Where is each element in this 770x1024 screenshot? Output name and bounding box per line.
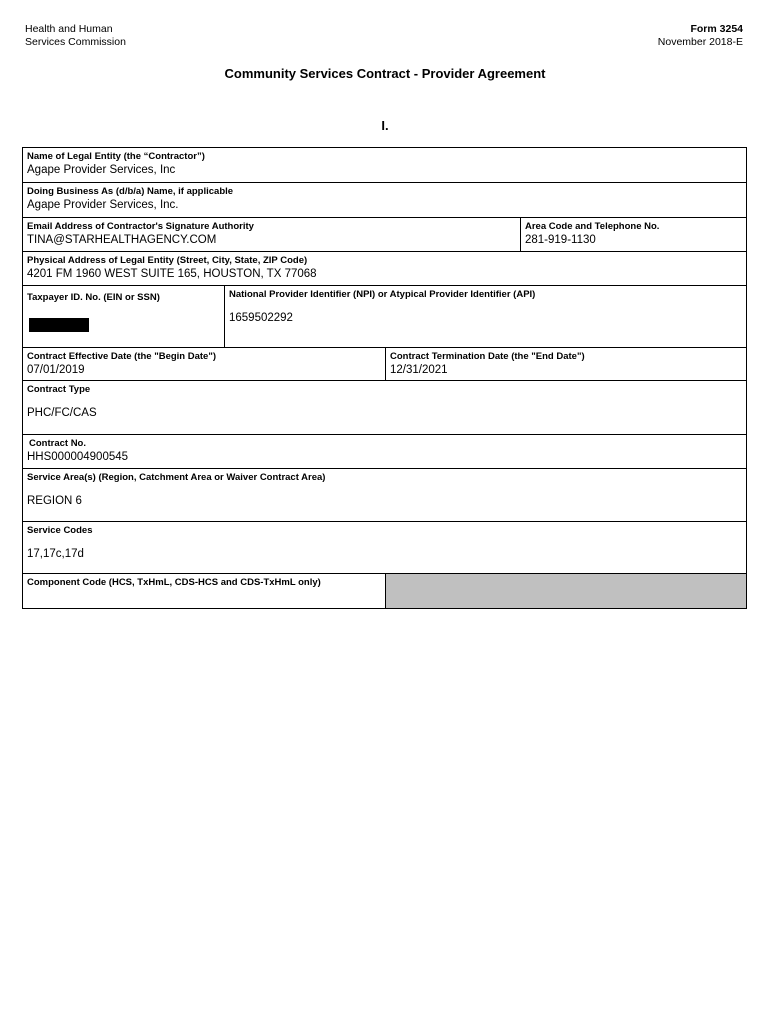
begin-date-value: 07/01/2019 xyxy=(27,364,85,376)
row-email-phone xyxy=(22,218,747,252)
phone-label: Area Code and Telephone No. xyxy=(525,221,660,232)
dba-field[interactable] xyxy=(23,183,746,217)
dba-label: Doing Business As (d/b/a) Name, if applicable xyxy=(27,186,234,197)
legal-entity-value: Agape Provider Services, Inc xyxy=(27,164,176,176)
row-legal-entity xyxy=(22,147,747,183)
row-dba xyxy=(22,183,747,218)
address-label: Physical Address of Legal Entity (Street, City, State, ZIP Code) xyxy=(27,255,308,266)
service-areas-label: Service Area(s) (Region, Catchment Area or Waiver Contract Area) xyxy=(27,472,326,483)
component-code-field[interactable] xyxy=(23,574,385,608)
end-date-field[interactable] xyxy=(385,348,746,380)
address-value: 4201 FM 1960 WEST SUITE 165, HOUSTON, TX 77068 xyxy=(27,268,317,280)
npi-label: National Provider Identifier (NPI) or Atypical Provider Identifier (API) xyxy=(229,289,536,300)
legal-entity-label: Name of Legal Entity (the “Contractor”) xyxy=(27,151,205,162)
row-component-code xyxy=(22,574,747,609)
contract-type-label: Contract Type xyxy=(27,384,91,395)
taxpayer-id-field[interactable] xyxy=(23,286,224,347)
row-address xyxy=(22,252,747,286)
row-service-codes xyxy=(22,522,747,574)
begin-date-label: Contract Effective Date (the "Begin Date") xyxy=(27,351,217,362)
end-date-value: 12/31/2021 xyxy=(390,364,448,376)
address-field[interactable] xyxy=(23,252,746,285)
row-taxpayer-npi xyxy=(22,286,747,348)
provider-agreement-form xyxy=(22,147,747,609)
contract-no-label: Contract No. xyxy=(29,438,86,449)
taxpayer-id-label: Taxpayer ID. No. (EIN or SSN) xyxy=(27,292,160,303)
component-code-shaded-cell xyxy=(385,574,746,608)
npi-field[interactable] xyxy=(224,286,746,347)
agency-name xyxy=(25,23,126,49)
phone-field[interactable] xyxy=(520,218,746,251)
document-title: Community Services Contract - Provider Agreement xyxy=(224,66,546,81)
email-label: Email Address of Contractor's Signature Authority xyxy=(27,221,254,232)
agency-line-2: Services Commission xyxy=(25,36,126,48)
agency-line-1: Health and Human xyxy=(25,23,113,35)
phone-value: 281-919-1130 xyxy=(525,234,596,246)
contract-no-value: HHS000004900545 xyxy=(27,451,129,463)
service-areas-value: REGION 6 xyxy=(27,495,82,507)
service-codes-value: 17,17c,17d xyxy=(27,548,84,560)
end-date-label: Contract Termination Date (the "End Date") xyxy=(390,351,585,362)
service-codes-label: Service Codes xyxy=(27,525,93,536)
component-code-label: Component Code (HCS, TxHmL, CDS-HCS and CDS-TxHmL only) xyxy=(27,577,321,588)
contract-type-field[interactable] xyxy=(23,381,746,434)
legal-entity-field[interactable] xyxy=(23,148,746,182)
email-value: TINA@STARHEALTHAGENCY.COM xyxy=(27,234,217,246)
form-number: Form 3254 xyxy=(690,23,743,35)
form-date: November 2018-E xyxy=(657,36,743,48)
row-service-areas xyxy=(22,469,747,522)
service-areas-field[interactable] xyxy=(23,469,746,521)
row-contract-type xyxy=(22,381,747,435)
contract-type-value: PHC/FC/CAS xyxy=(27,407,97,419)
row-dates xyxy=(22,348,747,381)
dba-value: Agape Provider Services, Inc. xyxy=(27,199,179,211)
begin-date-field[interactable] xyxy=(23,348,385,380)
row-contract-no xyxy=(22,435,747,469)
redaction-box xyxy=(29,318,89,332)
contract-no-field[interactable] xyxy=(23,435,746,468)
service-codes-field[interactable] xyxy=(23,522,746,573)
email-field[interactable] xyxy=(23,218,520,251)
npi-value: 1659502292 xyxy=(229,312,293,324)
section-number: I. xyxy=(381,118,389,133)
form-identifier xyxy=(658,23,743,49)
